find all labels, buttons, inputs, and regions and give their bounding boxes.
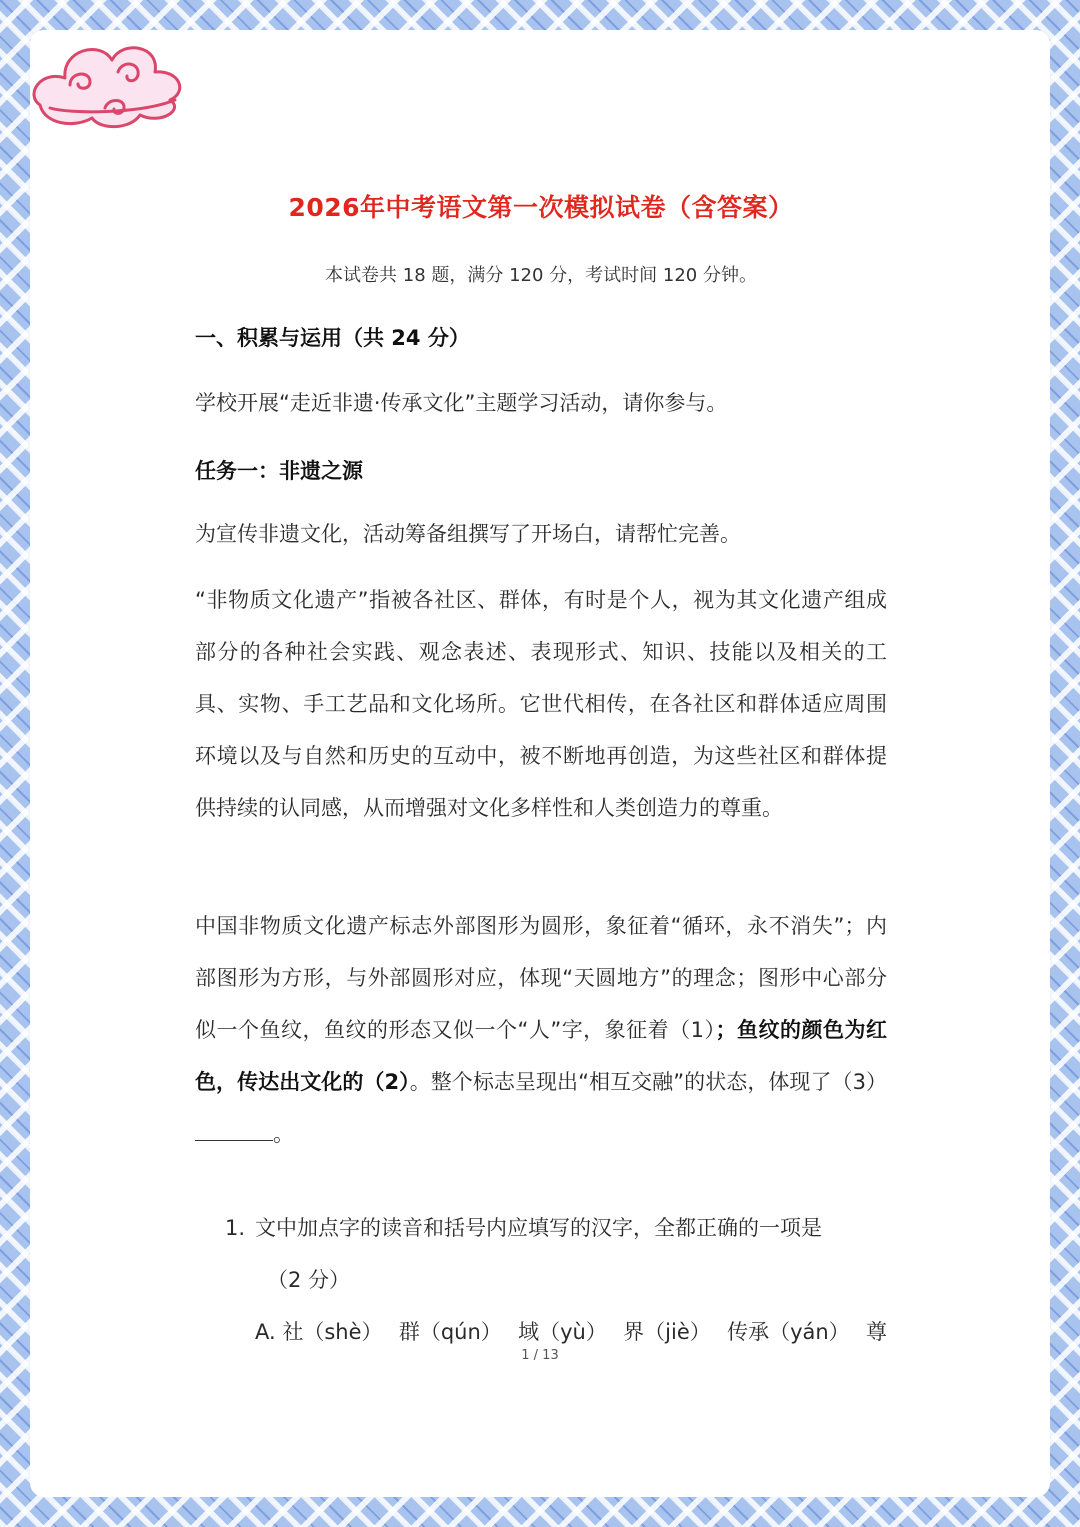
passage-text: 。 <box>273 1122 294 1146</box>
task-heading: 任务一：非遗之源 <box>195 459 363 483</box>
cloud-ornament-icon <box>30 30 190 140</box>
option-item: A. 社（shè） <box>255 1320 383 1344</box>
task-instruction: 为宣传非遗文化，活动筹备组撰写了开场白，请帮忙完善。 <box>195 522 741 546</box>
section-heading: 一、积累与运用（共 24 分） <box>195 326 470 350</box>
passage-text: 。整个标志呈现出“相互交融”的状态，体现了（3） <box>409 1070 887 1094</box>
page-title: 2026年中考语文第一次模拟试卷（含答案） <box>288 193 794 222</box>
option-item: 传承（yán） <box>727 1320 850 1344</box>
passage-paragraph-1: “非物质文化遗产”指被各社区、群体，有时是个人，视为其文化遗产组成部分的各种社会实践、观念表述、表现形式、知识、技能以及相关的工具、实物、手工艺品和文化场所。它世代相传，在各社区和群体适应周围环境以及与自然和历史的互动中，被不断地再创造，为这些社区和群体提供持续的认同感，从而增强对文化多样性和人类创造力的尊重。 <box>195 588 887 820</box>
intro-paragraph: 学校开展“走近非遗·传承文化”主题学习活动，请你参与。 <box>195 391 728 415</box>
fill-blank <box>195 1118 273 1141</box>
page-number: 1 / 13 <box>521 1348 559 1363</box>
paper-page <box>30 30 1050 1497</box>
passage-text: 中国非物质文化遗产标志外部图形为圆形，象征着“循环，永不消失”；内部图形为方形，与外部圆形对应，体现“天圆地方”的理念；图形中心部分似一个鱼纹，鱼纹的形态又似一个“人”字，象征着（1） <box>195 914 887 1042</box>
question-number: 1. <box>225 1216 246 1240</box>
question-1 <box>225 1202 887 1306</box>
option-item: 尊 <box>866 1320 887 1344</box>
passage-bold-text: ；鱼纹的颜色为红色，传达出文化的（2） <box>195 1018 888 1094</box>
option-item: 界（jiè） <box>623 1320 711 1344</box>
question-score: （2 分） <box>267 1268 351 1292</box>
option-item: 域（yù） <box>518 1320 607 1344</box>
option-item: 群（qún） <box>398 1320 502 1344</box>
question-text: 文中加点字的读音和括号内应填写的汉字，全都正确的一项是 <box>255 1216 822 1240</box>
exam-info: 本试卷共 18 题，满分 120 分，考试时间 120 分钟。 <box>325 265 757 286</box>
passage-paragraph-2 <box>195 900 887 1160</box>
